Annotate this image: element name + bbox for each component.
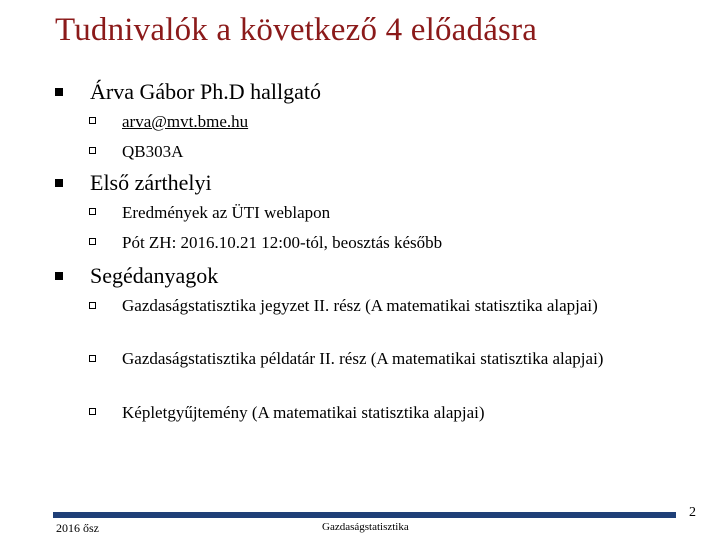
section-heading-presenter: Árva Gábor Ph.D hallgató — [90, 79, 321, 104]
bullet-hollow-square-icon — [89, 355, 96, 362]
bullet-square-icon — [55, 88, 63, 96]
section-heading-midterm: Első zárthelyi — [90, 170, 212, 195]
slide-title: Tudnivalók a következő 4 előadásra — [55, 12, 538, 48]
bullet-square-icon — [55, 272, 63, 280]
footer-course: Gazdaságstatisztika — [322, 521, 409, 533]
bullet-hollow-square-icon — [89, 208, 96, 215]
section-heading-materials: Segédanyagok — [90, 263, 219, 288]
room-number: QB303A — [122, 142, 184, 161]
bullet-square-icon — [55, 179, 63, 187]
list-item: Gazdaságstatisztika jegyzet II. rész (A matematikai statisztika alapjai) — [122, 296, 598, 315]
list-item: Pót ZH: 2016.10.21 12:00-tól, beosztás később — [122, 233, 443, 252]
bullet-hollow-square-icon — [89, 302, 96, 309]
bullet-hollow-square-icon — [89, 408, 96, 415]
list-item: Eredmények az ÜTI weblapon — [122, 203, 331, 222]
bullet-hollow-square-icon — [89, 117, 96, 124]
footer-bar — [53, 512, 676, 518]
list-item: Gazdaságstatisztika példatár II. rész (A matematikai statisztika alapjai) — [122, 349, 604, 368]
page-number: 2 — [689, 505, 696, 520]
bullet-hollow-square-icon — [89, 147, 96, 154]
footer-semester: 2016 ősz — [56, 521, 99, 535]
list-item: Képletgyűjtemény (A matematikai statisztika alapjai) — [122, 403, 485, 422]
bullet-hollow-square-icon — [89, 238, 96, 245]
email-link[interactable]: arva@mvt.bme.hu — [122, 112, 249, 131]
